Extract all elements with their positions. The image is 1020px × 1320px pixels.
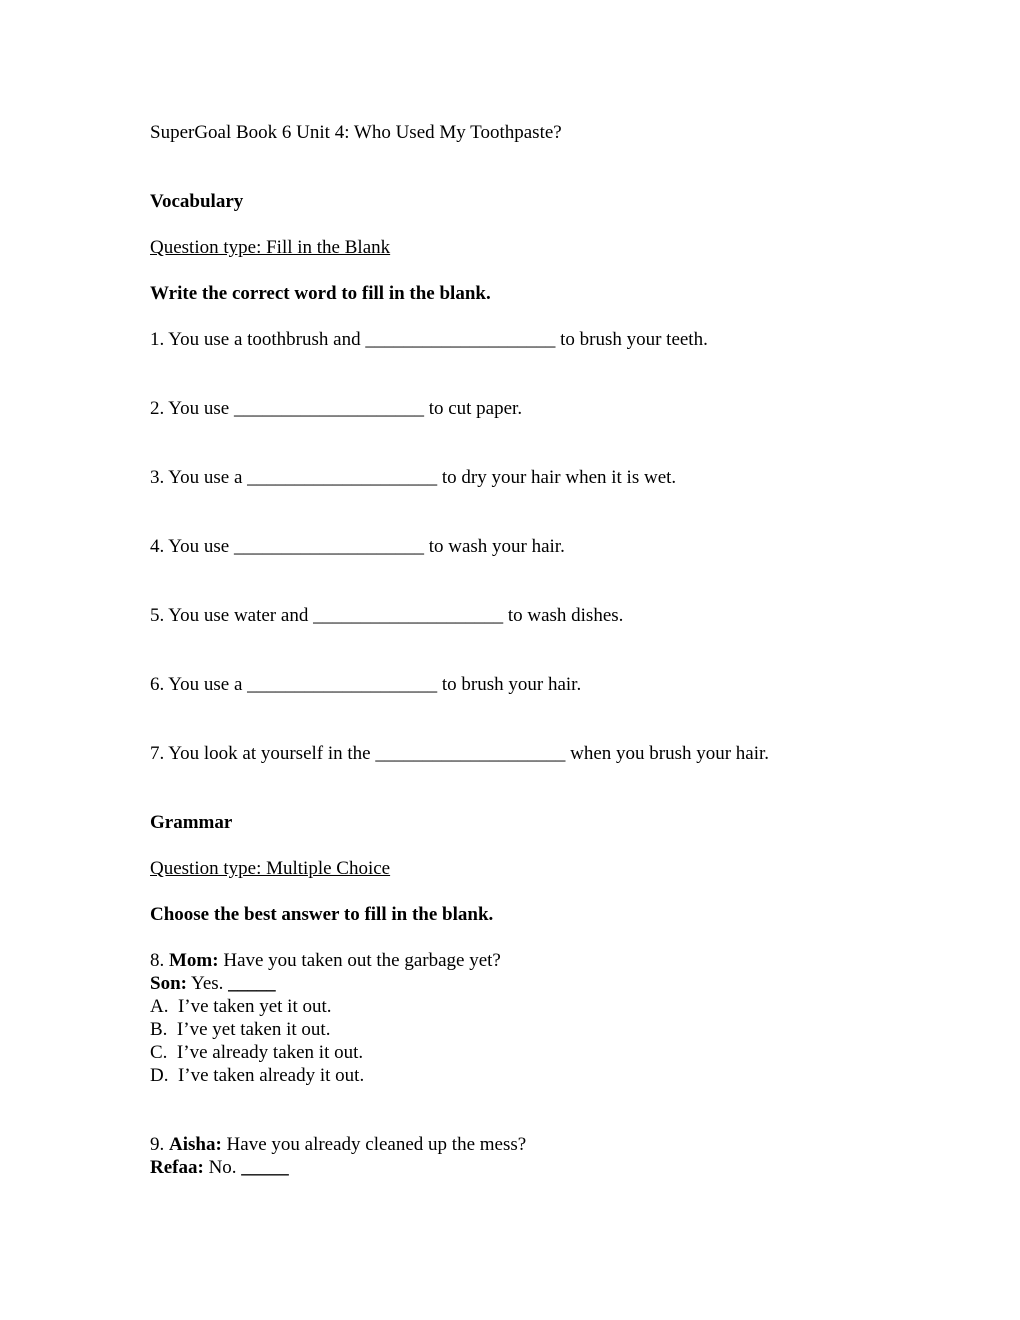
q9-speaker-2: Refaa: xyxy=(150,1157,204,1178)
question-3: 3. You use a ____________________ to dry your hair when it is wet. xyxy=(150,467,677,488)
question-7: 7. You look at yourself in the ____________________ when you brush your hair. xyxy=(150,743,770,764)
q8-option-c: C. I’ve already taken it out. xyxy=(150,1042,364,1063)
q8-option-a: A. I’ve taken yet it out. xyxy=(150,996,332,1017)
q9-blank: _____ xyxy=(241,1157,289,1178)
grammar-heading: Grammar xyxy=(150,812,233,833)
question-9-line-2 xyxy=(150,1156,289,1179)
q8-option-d: D. I’ve taken already it out. xyxy=(150,1065,365,1086)
question-5: 5. You use water and ____________________ to wash dishes. xyxy=(150,605,624,626)
vocabulary-heading: Vocabulary xyxy=(150,191,244,212)
question-8-line-2 xyxy=(150,972,276,995)
q9-speaker-1: Aisha: xyxy=(169,1134,222,1155)
question-8-line-1 xyxy=(150,949,501,972)
q8-number: 8. xyxy=(150,950,169,971)
question-2: 2. You use ____________________ to cut paper. xyxy=(150,398,523,419)
worksheet-title: SuperGoal Book 6 Unit 4: Who Used My Toothpaste? xyxy=(150,122,562,143)
question-9-line-1 xyxy=(150,1133,526,1156)
grammar-question-type: Question type: Multiple Choice xyxy=(150,858,391,879)
q8-speaker-2: Son: xyxy=(150,973,187,994)
q8-speaker-1: Mom: xyxy=(169,950,219,971)
q8-line-2-text: Yes. xyxy=(186,973,229,994)
q9-line-1-text: Have you already cleaned up the mess? xyxy=(221,1134,527,1155)
q9-number: 9. xyxy=(150,1134,169,1155)
grammar-instruction: Choose the best answer to fill in the blank. xyxy=(150,904,494,925)
vocabulary-instruction: Write the correct word to fill in the blank. xyxy=(150,283,491,304)
question-6: 6. You use a ____________________ to brush your hair. xyxy=(150,674,582,695)
question-4: 4. You use ____________________ to wash your hair. xyxy=(150,536,565,557)
q8-blank: _____ xyxy=(228,973,276,994)
question-1: 1. You use a toothbrush and ____________________ to brush your teeth. xyxy=(150,329,708,350)
q8-option-b: B. I’ve yet taken it out. xyxy=(150,1019,331,1040)
q8-line-1-text: Have you taken out the garbage yet? xyxy=(218,950,501,971)
q9-line-2-text: No. xyxy=(203,1157,242,1178)
vocabulary-question-type: Question type: Fill in the Blank xyxy=(150,237,391,258)
